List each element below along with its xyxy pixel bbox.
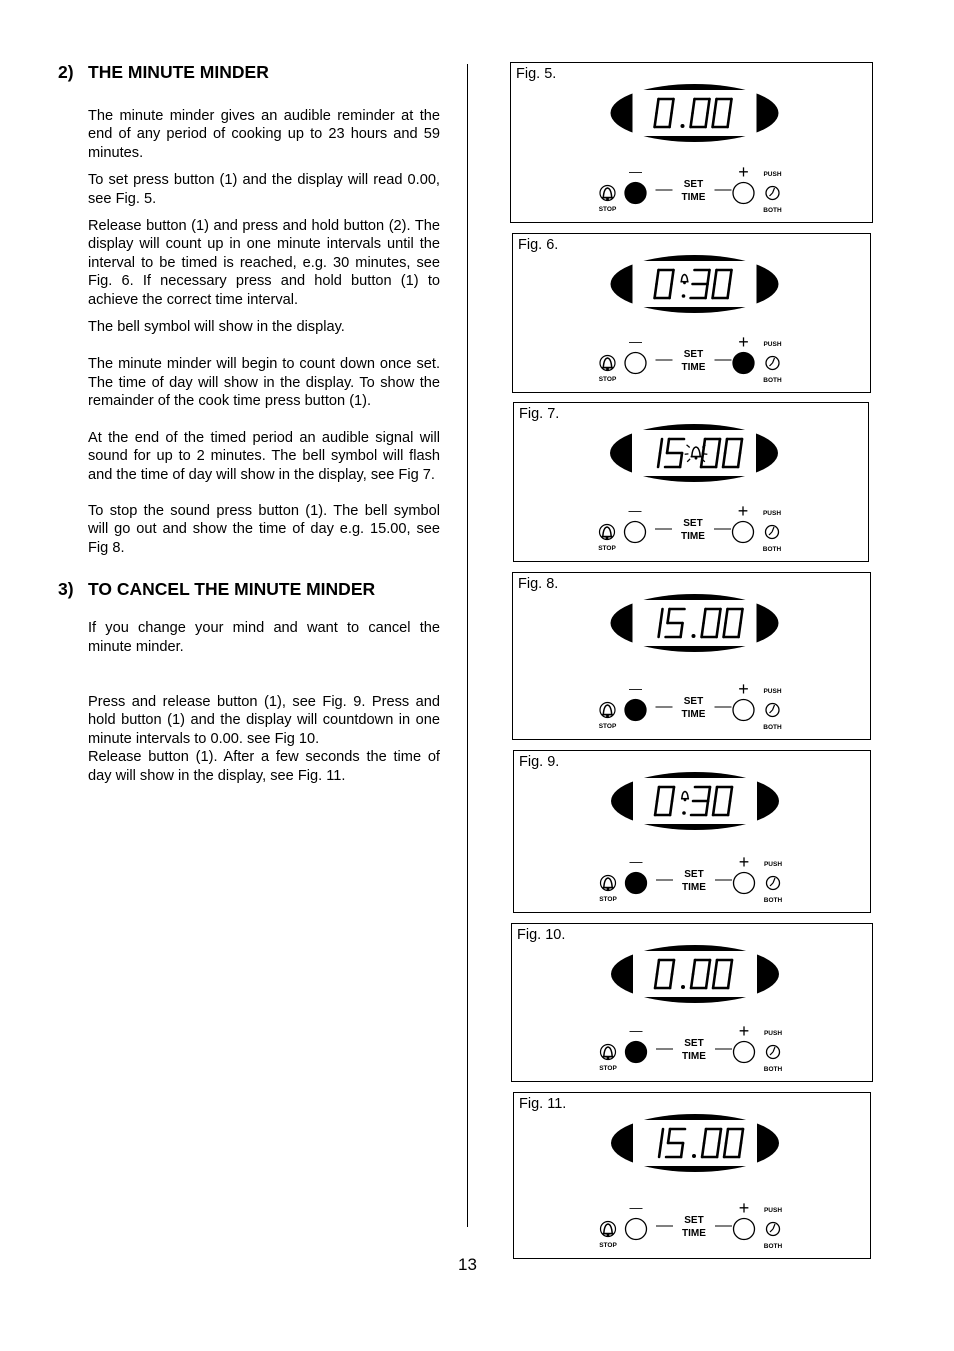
button-1[interactable]: [625, 183, 646, 204]
section-2-title: THE MINUTE MINDER: [88, 62, 269, 82]
plus-label: +: [738, 1021, 750, 1041]
control-panel-drawing: [514, 751, 869, 911]
time-label: TIME: [681, 531, 705, 542]
set-label: SET: [683, 179, 704, 190]
figure-6: [512, 233, 871, 393]
button-2[interactable]: [733, 700, 754, 721]
set-label: SET: [683, 349, 704, 360]
minus-label: —: [629, 681, 642, 696]
section-3-heading: [58, 579, 440, 600]
stop-label: STOP: [599, 1242, 617, 1249]
decimal-point: [682, 811, 686, 815]
plus-label: +: [738, 332, 749, 352]
both-label: BOTH: [763, 1243, 783, 1250]
figure-label: Fig. 11.: [519, 1096, 567, 1112]
figure-10: [511, 923, 873, 1082]
button-2[interactable]: [733, 183, 754, 204]
plus-label: +: [737, 501, 749, 521]
paragraph: The minute minder will begin to count down once set. The time of day will show in the display. To show the remainder of the cook time press button (1).: [88, 356, 440, 410]
set-label: SET: [684, 1215, 704, 1226]
push-label: PUSH: [763, 171, 782, 178]
decimal-point: [692, 1154, 696, 1158]
paragraph: At the end of the timed period an audible signal will sound for up to 2 minutes. The bell symbol will flash and the time of day will show in the display, see Fig 7.: [88, 429, 440, 483]
minus-label: —: [629, 334, 642, 349]
paragraph: To set press button (1) and the display will read 0.00, see Fig. 5.: [88, 172, 440, 207]
page-number: 13: [458, 1255, 477, 1274]
column-divider: [467, 64, 468, 1227]
stop-label: STOP: [598, 723, 617, 730]
set-label: SET: [683, 518, 703, 529]
section-3-number: 3): [58, 579, 74, 600]
clock-icon: [766, 704, 779, 717]
bell-symbol-icon: [603, 1224, 614, 1237]
clock-icon: [767, 1046, 780, 1059]
paragraph: If you change your mind and want to cancel the minute minder.: [88, 620, 440, 655]
clock-icon: [767, 1223, 780, 1236]
figure-label: Fig. 7.: [519, 406, 560, 422]
decimal-point: [682, 294, 686, 298]
figure-7: [513, 402, 869, 562]
clock-icon: [767, 877, 780, 890]
minus-label: —: [629, 854, 643, 869]
clock-icon: [766, 187, 779, 200]
figure-label: Fig. 6.: [518, 237, 559, 253]
control-panel-drawing: [514, 403, 867, 560]
clock-icon: [766, 357, 779, 370]
button-1[interactable]: [626, 873, 647, 894]
stop-label: STOP: [599, 896, 617, 903]
push-label: PUSH: [763, 861, 783, 868]
stop-label: STOP: [599, 1065, 617, 1072]
minus-label: —: [629, 164, 642, 179]
button-2[interactable]: [734, 1219, 755, 1240]
bell-symbol-icon: [602, 358, 613, 371]
stop-label: STOP: [598, 206, 617, 213]
display-screen: [633, 1120, 757, 1166]
figure-11: [513, 1092, 871, 1259]
paragraph: Press and release button (1), see Fig. 9. Press and hold button (1) and the display will countdown in one minute intervals to 0.00. see Fig 10.: [88, 693, 440, 747]
push-label: PUSH: [763, 341, 782, 348]
control-panel-drawing: [512, 924, 871, 1080]
time-label: TIME: [682, 1228, 706, 1239]
figure-label: Fig. 5.: [516, 66, 557, 82]
plus-label: +: [738, 852, 750, 872]
both-label: BOTH: [762, 546, 782, 553]
button-1[interactable]: [626, 1042, 647, 1063]
button-2[interactable]: [733, 353, 754, 374]
bell-symbol-icon: [603, 1047, 614, 1060]
push-label: PUSH: [762, 510, 782, 517]
paragraph: The bell symbol will show in the display.: [88, 319, 345, 336]
figure-label: Fig. 10.: [517, 927, 566, 943]
minus-label: —: [629, 1200, 643, 1215]
paragraph: To stop the sound press button (1). The bell symbol will go out and show the time of day e.g. 15.00, see Fig 8.: [88, 502, 440, 556]
button-2[interactable]: [734, 1042, 755, 1063]
section-2-number: 2): [58, 62, 74, 82]
display-screen: [633, 90, 757, 136]
set-label: SET: [684, 1038, 704, 1049]
paragraph: Release button (1). After a few seconds the time of day will show in the display, see Fig. 11.: [88, 749, 440, 784]
figure-8: [512, 572, 871, 740]
set-label: SET: [683, 696, 704, 707]
button-1[interactable]: [625, 353, 646, 374]
button-2[interactable]: [734, 873, 755, 894]
paragraph: Release button (1) and press and hold button (2). The display will count up in one minute intervals until the interval to be timed is reached, e.g. 30 minutes, see Fig. 6. If necessary press and hold button (1) to achieve the correct time interval.: [88, 218, 440, 308]
plus-label: +: [738, 679, 749, 699]
decimal-point: [681, 124, 685, 128]
bell-symbol-icon: [602, 527, 613, 540]
button-1[interactable]: [625, 522, 646, 543]
section-3-title: TO CANCEL THE MINUTE MINDER: [88, 579, 376, 600]
figure-5: [510, 62, 873, 223]
button-2[interactable]: [733, 522, 754, 543]
figure-9: [513, 750, 871, 913]
bell-symbol-icon: [603, 878, 614, 891]
time-label: TIME: [681, 709, 706, 720]
button-1[interactable]: [625, 700, 646, 721]
both-label: BOTH: [763, 207, 782, 214]
display-screen: [633, 951, 757, 997]
set-label: SET: [684, 869, 704, 880]
control-panel-drawing: [514, 1093, 869, 1257]
time-label: TIME: [682, 1051, 706, 1062]
figure-label: Fig. 9.: [519, 754, 560, 770]
control-panel-drawing: [513, 234, 869, 391]
decimal-point: [681, 985, 685, 989]
minus-label: —: [629, 1023, 643, 1038]
push-label: PUSH: [763, 688, 782, 695]
display-screen: [632, 430, 756, 476]
time-label: TIME: [681, 192, 706, 203]
figure-label: Fig. 8.: [518, 576, 559, 592]
both-label: BOTH: [763, 1066, 783, 1073]
both-label: BOTH: [763, 897, 783, 904]
time-label: TIME: [681, 362, 706, 373]
decimal-point: [692, 634, 696, 638]
both-label: BOTH: [763, 724, 782, 731]
time-label: TIME: [682, 882, 706, 893]
bell-symbol-icon: [602, 705, 613, 718]
stop-label: STOP: [598, 545, 616, 552]
bell-symbol-icon: [602, 188, 613, 201]
plus-label: +: [738, 1198, 750, 1218]
control-panel-drawing: [513, 573, 869, 738]
button-1[interactable]: [626, 1219, 647, 1240]
section-2-heading: [58, 62, 440, 83]
plus-label: +: [738, 162, 749, 182]
minus-label: —: [628, 503, 642, 518]
push-label: PUSH: [763, 1030, 783, 1037]
clock-icon: [766, 526, 779, 539]
paragraph: The minute minder gives an audible reminder at the end of any period of cooking up to 23 hours and 59 minutes.: [88, 108, 440, 161]
both-label: BOTH: [763, 377, 782, 384]
text-column: [58, 62, 440, 785]
push-label: PUSH: [763, 1207, 783, 1214]
display-screen: [633, 600, 757, 646]
stop-label: STOP: [598, 376, 617, 383]
control-panel-drawing: [511, 63, 871, 221]
